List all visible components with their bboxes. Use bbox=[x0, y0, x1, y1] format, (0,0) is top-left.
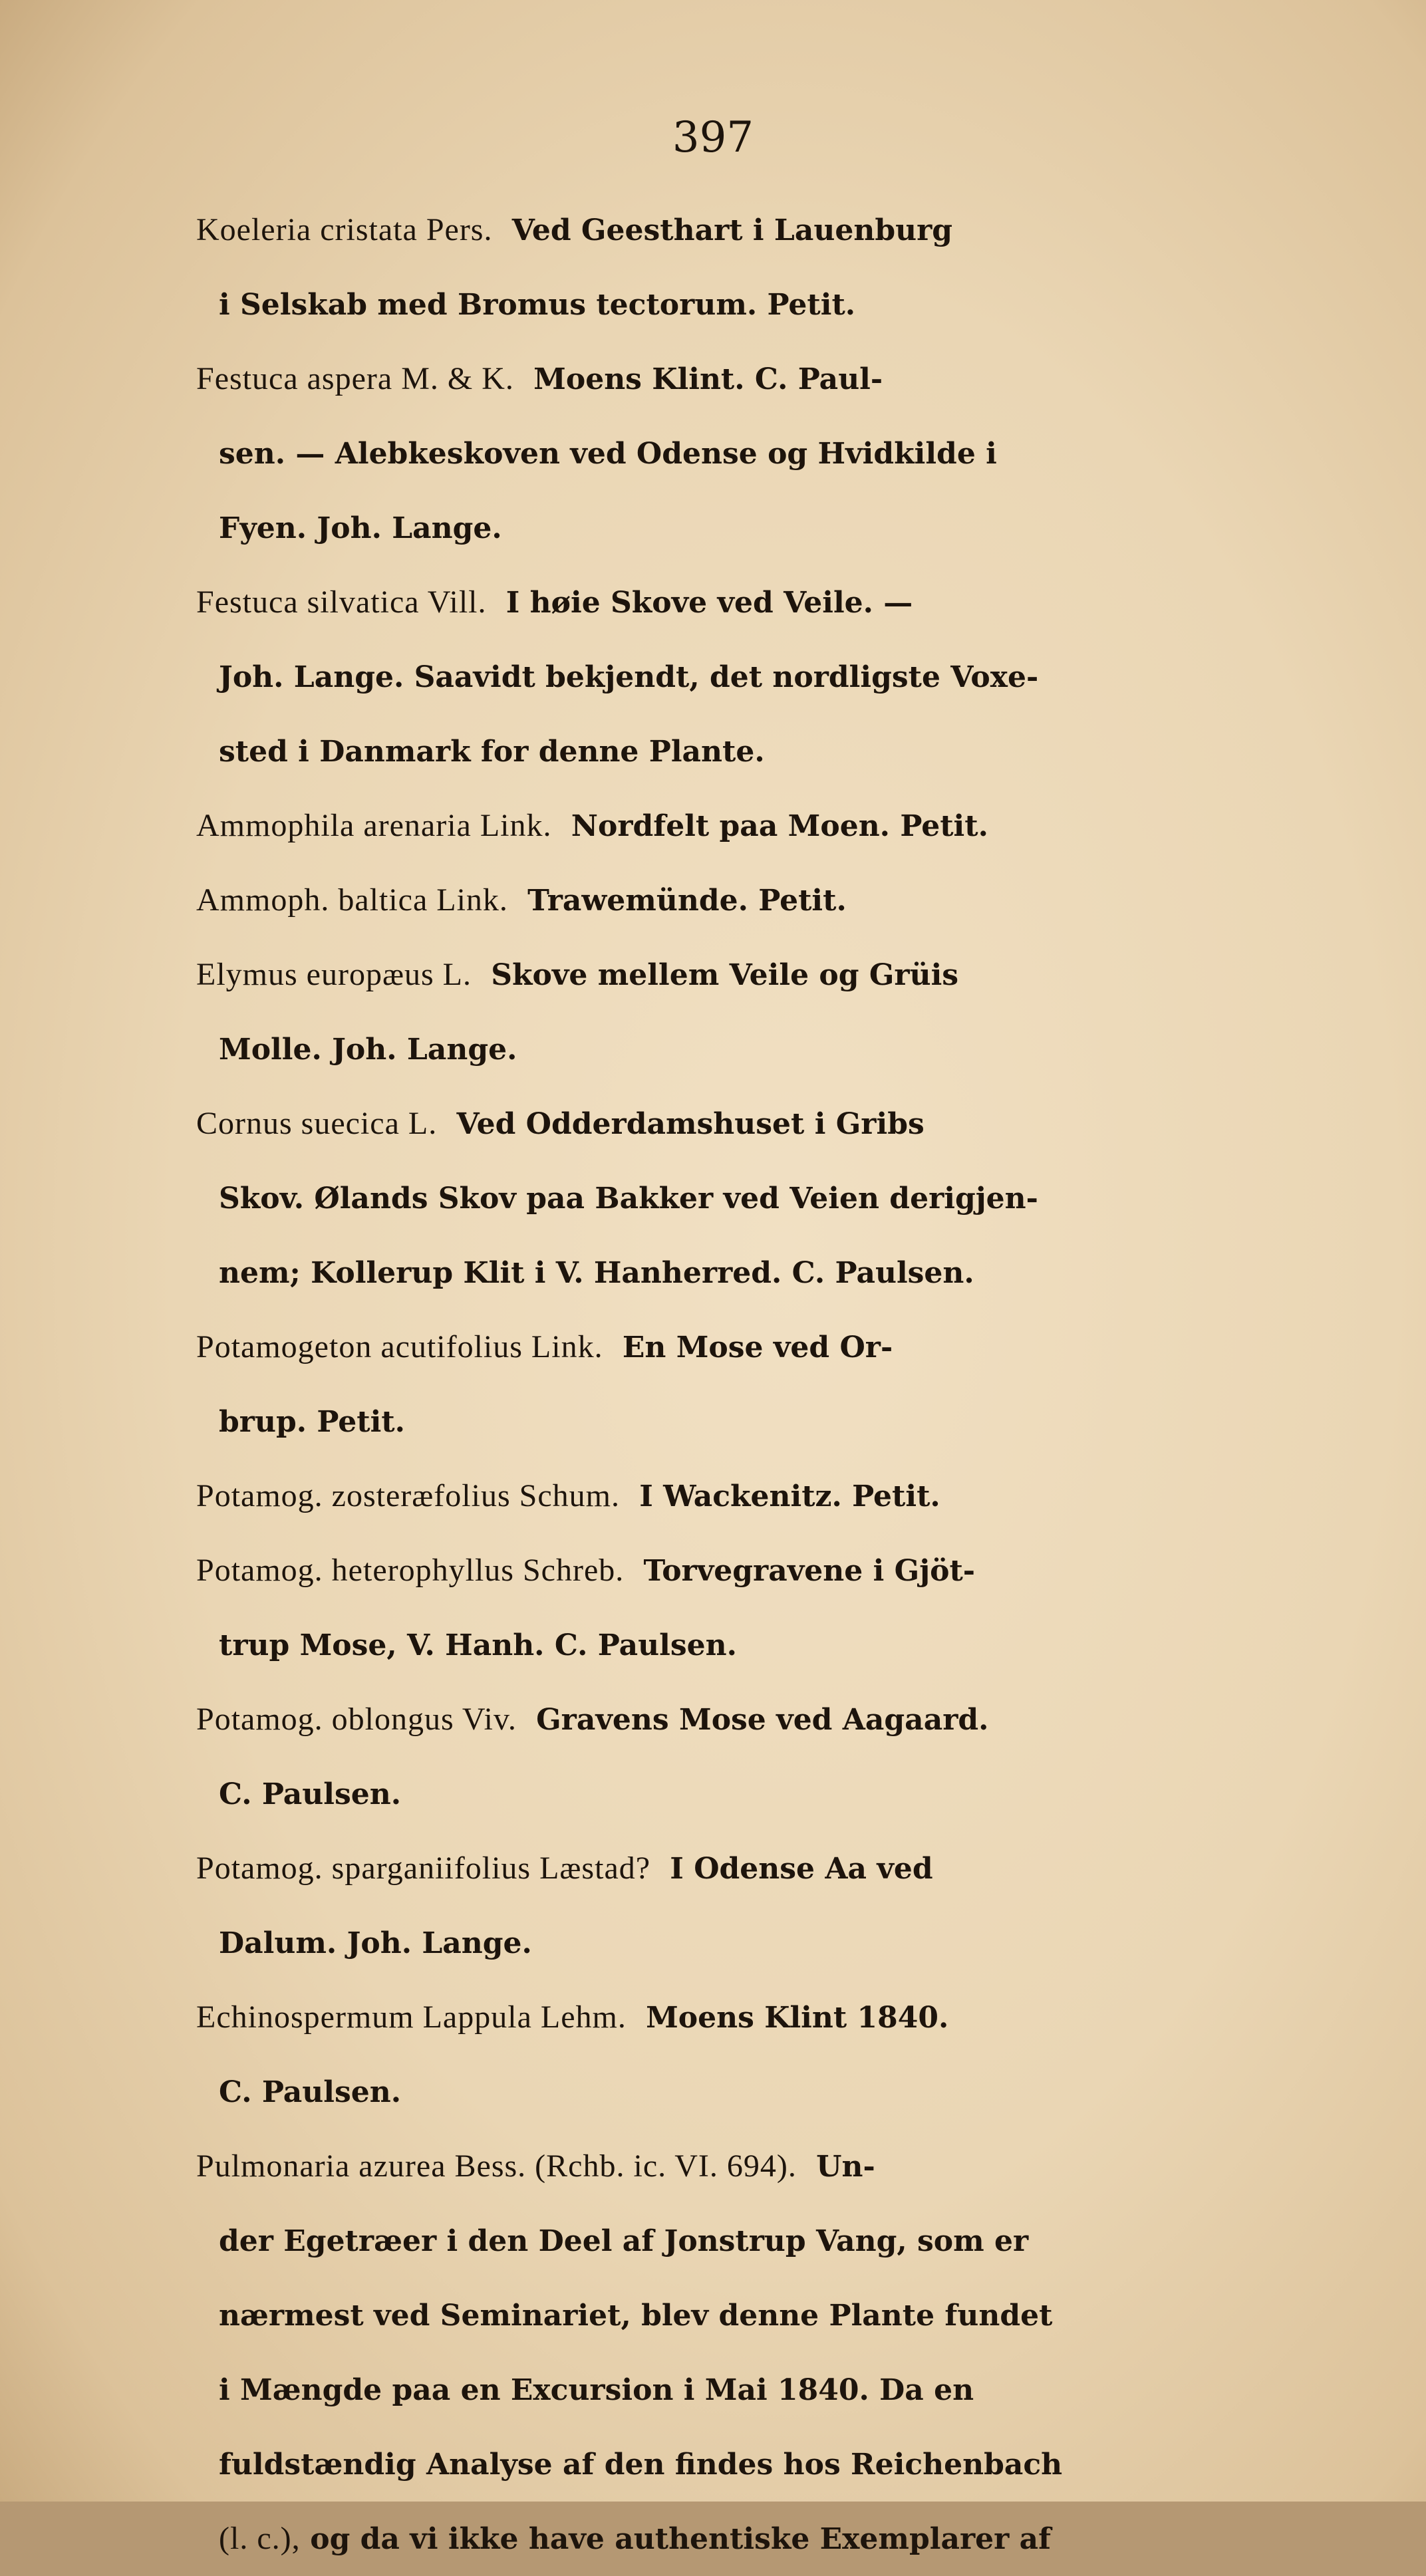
locality-text: fuldstændig Analyse af den findes hos Reichenbach bbox=[219, 2448, 1063, 2482]
text-line bbox=[196, 491, 1280, 565]
text-line bbox=[196, 1682, 1280, 1757]
locality-text: Trawemünde. Petit. bbox=[527, 884, 847, 918]
species-name: Festuca aspera M. & K. bbox=[196, 361, 514, 396]
text-line bbox=[196, 2278, 1280, 2353]
text-line bbox=[196, 1608, 1280, 1682]
text-line bbox=[196, 267, 1280, 342]
locality-text: nem; Kollerup Klit i V. Hanherred. C. Paulsen. bbox=[219, 1256, 974, 1290]
page-number: 397 bbox=[672, 113, 754, 162]
text-line bbox=[196, 714, 1280, 789]
entry-potamog-zosteraefolius bbox=[196, 1459, 1280, 1533]
text-body bbox=[196, 193, 1280, 2576]
species-name: Potamogeton acutifolius Link. bbox=[196, 1329, 603, 1364]
species-name: Elymus europæus L. bbox=[196, 957, 472, 992]
text-line bbox=[196, 1831, 1280, 1906]
entry-potamog-heterophyllus bbox=[196, 1533, 1280, 1682]
locality-text: Fyen. Joh. Lange. bbox=[219, 511, 502, 545]
text-line bbox=[196, 1310, 1280, 1384]
entry-festuca-silvatica bbox=[196, 565, 1280, 789]
entry-ammoph-baltica bbox=[196, 863, 1280, 938]
text-line bbox=[196, 1012, 1280, 1087]
species-name: Echinospermum Lappula Lehm. bbox=[196, 1999, 627, 2035]
citation-text: (l. c.), bbox=[219, 2521, 301, 2556]
text-line bbox=[196, 1459, 1280, 1533]
entry-pulmonaria bbox=[196, 2129, 1280, 2576]
locality-text: i Selskab med Bromus tectorum. Petit. bbox=[219, 288, 856, 322]
species-name: Potamog. heterophyllus Schreb. bbox=[196, 1553, 625, 1588]
entry-potamogeton-acutifolius bbox=[196, 1310, 1280, 1459]
text-line bbox=[196, 416, 1280, 491]
text-line bbox=[196, 640, 1280, 714]
text-line bbox=[196, 1384, 1280, 1459]
entry-potamog-sparganiifolius bbox=[196, 1831, 1280, 1980]
species-name: Ammoph. baltica Link. bbox=[196, 882, 508, 918]
text-line bbox=[196, 1906, 1280, 1980]
locality-text: Un- bbox=[816, 2150, 875, 2184]
text-line bbox=[196, 1980, 1280, 2055]
species-name: Festuca silvatica Vill. bbox=[196, 584, 487, 620]
entry-cornus bbox=[196, 1087, 1280, 1310]
text-line bbox=[196, 2055, 1280, 2129]
entry-festuca-aspera bbox=[196, 342, 1280, 565]
species-name: Cornus suecica L. bbox=[196, 1106, 438, 1141]
locality-text: Skove mellem Veile og Grüis bbox=[491, 958, 959, 992]
locality-text: der Egetræer i den Deel af Jonstrup Vang, som er bbox=[219, 2224, 1029, 2258]
locality-text: sted i Danmark for denne Plante. bbox=[219, 735, 765, 769]
species-name: Koeleria cristata Pers. bbox=[196, 212, 493, 247]
locality-text: nærmest ved Seminariet, blev denne Plante fundet bbox=[219, 2299, 1053, 2333]
text-line bbox=[196, 1087, 1280, 1161]
locality-text: I Wackenitz. Petit. bbox=[639, 1480, 940, 1513]
text-line bbox=[196, 565, 1280, 640]
species-name: Potamog. oblongus Viv. bbox=[196, 1702, 517, 1737]
species-name: Potamog. zosteræfolius Schum. bbox=[196, 1478, 620, 1513]
locality-text: Dalum. Joh. Lange. bbox=[219, 1926, 532, 1960]
locality-text: Moens Klint 1840. bbox=[646, 2001, 949, 2035]
locality-text: Skov. Ølands Skov paa Bakker ved Veien derigjen- bbox=[219, 1182, 1038, 1216]
text-line bbox=[196, 342, 1280, 416]
locality-text: og da vi ikke have authentiske Exemplarer af bbox=[310, 2522, 1052, 2556]
entry-echinospermum bbox=[196, 1980, 1280, 2129]
locality-text: I høie Skove ved Veile. — bbox=[505, 586, 913, 620]
locality-text: sen. — Alebkeskoven ved Odense og Hvidkilde i bbox=[219, 437, 997, 471]
locality-text: C. Paulsen. bbox=[219, 2075, 402, 2109]
text-line bbox=[196, 193, 1280, 267]
locality-text: Gravens Mose ved Aagaard. bbox=[536, 1703, 989, 1737]
species-name: Pulmonaria azurea Bess. (Rchb. ic. VI. 694). bbox=[196, 2148, 797, 2184]
locality-text: Ved Geesthart i Lauenburg bbox=[511, 213, 953, 247]
text-line bbox=[196, 2204, 1280, 2278]
species-name: Ammophila arenaria Link. bbox=[196, 808, 552, 843]
text-line bbox=[196, 1757, 1280, 1831]
locality-text: I Odense Aa ved bbox=[670, 1852, 933, 1886]
text-line bbox=[196, 2502, 1280, 2576]
entry-potamog-oblongus bbox=[196, 1682, 1280, 1831]
text-line bbox=[196, 2427, 1280, 2502]
text-line bbox=[196, 1533, 1280, 1608]
locality-text: Nordfelt paa Moen. Petit. bbox=[571, 809, 988, 843]
text-line bbox=[196, 938, 1280, 1012]
species-name: Potamog. sparganiifolius Læstad? bbox=[196, 1851, 651, 1886]
locality-text: Moens Klint. C. Paul- bbox=[533, 362, 883, 396]
locality-text: i Mængde paa en Excursion i Mai 1840. Da en bbox=[219, 2373, 974, 2407]
entry-elymus bbox=[196, 938, 1280, 1087]
text-line bbox=[196, 789, 1280, 863]
entry-ammophila-arenaria bbox=[196, 789, 1280, 863]
entry-koeleria bbox=[196, 193, 1280, 342]
text-line bbox=[196, 863, 1280, 938]
locality-text: En Mose ved Or- bbox=[622, 1331, 893, 1364]
locality-text: Molle. Joh. Lange. bbox=[219, 1033, 517, 1067]
locality-text: Torvegravene i Gjöt- bbox=[643, 1554, 976, 1588]
text-line bbox=[196, 1235, 1280, 1310]
locality-text: Joh. Lange. Saavidt bekjendt, det nordligste Voxe- bbox=[219, 660, 1039, 694]
text-line bbox=[196, 1161, 1280, 1235]
locality-text: C. Paulsen. bbox=[219, 1777, 402, 1811]
text-line bbox=[196, 2129, 1280, 2204]
locality-text: brup. Petit. bbox=[219, 1405, 405, 1439]
text-line bbox=[196, 2353, 1280, 2427]
locality-text: trup Mose, V. Hanh. C. Paulsen. bbox=[219, 1628, 737, 1662]
locality-text: Ved Odderdamshuset i Gribs bbox=[456, 1107, 925, 1141]
